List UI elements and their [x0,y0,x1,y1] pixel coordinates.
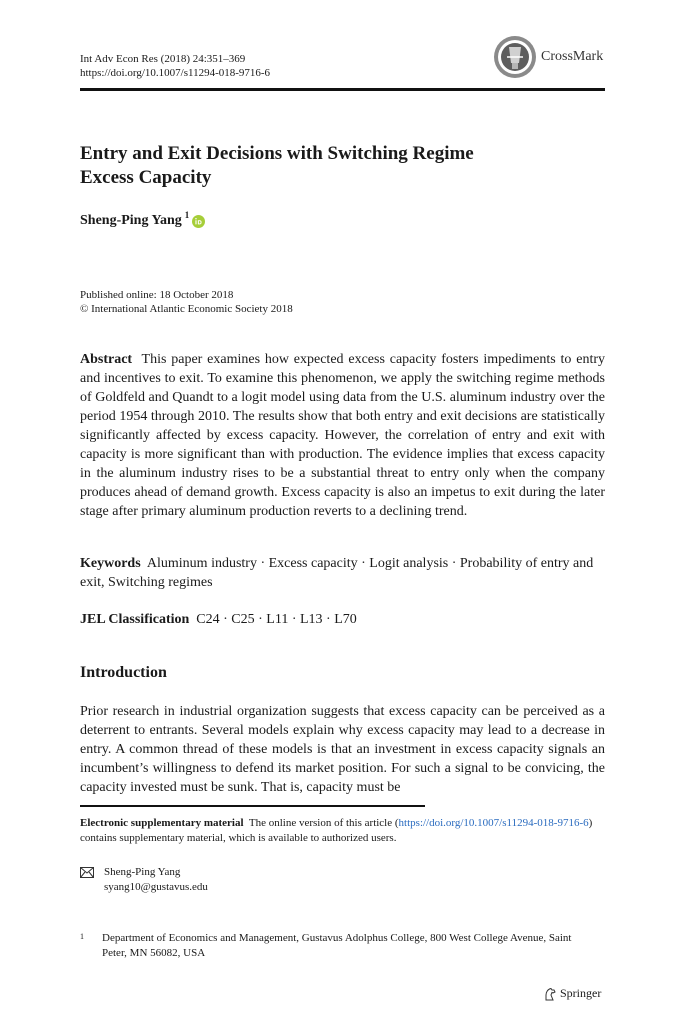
abstract-label: Abstract [80,352,133,367]
orcid-icon[interactable] [192,215,205,228]
jel-label: JEL Classification [80,612,190,627]
esm-label: Electronic supplementary material [80,817,244,829]
crossmark-label: CrossMark [541,49,604,64]
article-title [80,142,605,190]
footnote-divider [80,805,425,807]
published-date: Published online: 18 October 2018 [80,289,234,301]
author-line [80,210,205,229]
introduction-text: Prior research in industrial organization suggests that excess capacity can be perceived as a deterrent to entrants. Several models explain why excess capacity may lead to a decrease in entry. A common thread of these models is that an investment in excess capacity signals an incumbent’s willingness to defend its market position. For such a signal to be convicing, the capacity invested must be sunk. That is, capacity must be [80,704,605,795]
affiliation-number: 1 [80,932,84,941]
crossmark-badge[interactable] [493,35,603,79]
publication-info [80,288,293,316]
publisher-logo [543,986,601,1001]
crossmark-icon [493,35,537,79]
jel-section [80,610,605,629]
envelope-icon [80,867,94,878]
affiliation [80,931,605,961]
keywords-section [80,554,605,592]
author-name[interactable]: Sheng-Ping Yang [80,213,182,228]
introduction-heading: Introduction [80,664,167,681]
keywords-label: Keywords [80,556,141,571]
corr-author-email[interactable]: syang10@gustavus.edu [104,881,208,893]
springer-horse-icon [543,987,557,1001]
corr-author-name: Sheng-Ping Yang [104,866,181,878]
copyright-notice: © International Atlantic Economic Society 2018 [80,303,293,315]
esm-link[interactable]: https://doi.org/10.1007/s11294-018-9716-6 [398,817,589,829]
publisher-name: Springer [560,986,602,1000]
journal-citation: Int Adv Econ Res (2018) 24:351–369 [80,53,246,65]
esm-text-after: ) contains supplementary material, which is available to authorized users. [80,817,593,844]
supplementary-note [80,816,605,846]
abstract-section [80,350,605,521]
author-affiliation-marker: 1 [184,210,190,220]
title-line-2: Excess Capacity [80,167,212,188]
jel-codes: C24 · C25 · L11 · L13 · L70 [196,612,357,627]
abstract-text: This paper examines how expected excess capacity fosters impediments to entry and incentives to exit. To examine this phenomenon, we apply the switching regime methods of Goldfeld and Quandt to a logit model using data from the U.S. aluminum industry over the period 1954 through 2010. The results show that both entry and exit decisions are statistically significantly affected by excess capacity. However, the correlation of entry and exit with capacity is more significant than with production. The evidence implies that excess capacity in the aluminum industry rises to be a substantial threat to entry only when the company produces ahead of demand growth. Excess capacity is also an impetus to exit during the later stage after primary aluminum production reverts to a declining trend. [80,352,605,519]
keywords-text: Aluminum industry · Excess capacity · Logit analysis · Probability of entry and exit, Switching regimes [80,556,594,590]
affiliation-text: Department of Economics and Management, Gustavus Adolphus College, 800 West College Avenue, Saint Peter, MN 56082, USA [102,932,572,959]
doi-link[interactable]: https://doi.org/10.1007/s11294-018-9716-6 [80,67,271,79]
title-line-1: Entry and Exit Decisions with Switching Regime [80,143,474,164]
esm-text-before: The online version of this article ( [248,817,399,829]
header-divider [80,88,605,91]
corresponding-author [80,865,208,895]
journal-info [80,52,270,80]
